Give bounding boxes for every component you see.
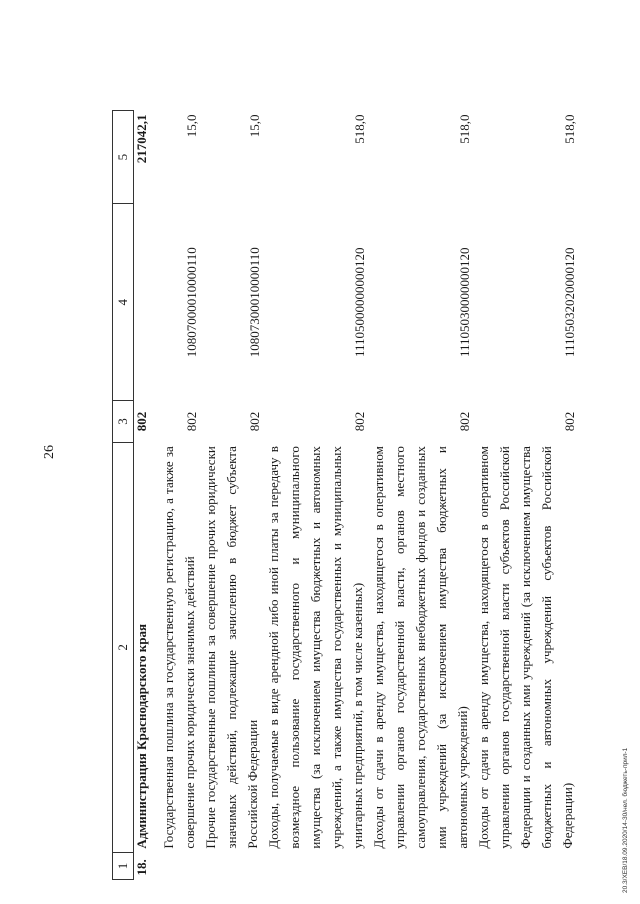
section-row [134, 111, 159, 880]
row-code: 802 [184, 411, 199, 432]
row-sum: 15,0 [184, 114, 199, 138]
row-name: Доходы от сдачи в аренду имущества, находящегося в оперативном управлении органов государственной власти субъектов Российской Федерации и созданных ими учреждений (за исключением имущества бюджетных и автономных учреждений субъектов Российской Федерации) [476, 446, 575, 849]
table-row [368, 111, 473, 880]
row-kbk: 10807000010000110 [184, 247, 199, 358]
header-cell-2: 2 [113, 442, 134, 852]
header-cell-4: 4 [113, 204, 134, 401]
row-kbk: 11105000000000120 [352, 247, 367, 358]
rotated-budget-table [112, 110, 577, 880]
section-sum: 217042,1 [134, 114, 149, 164]
section-code: 802 [134, 411, 149, 432]
row-code: 802 [562, 411, 577, 432]
row-sum: 518,0 [457, 114, 472, 144]
row-sum: 15,0 [247, 114, 262, 138]
table-row [473, 111, 578, 880]
row-code: 802 [247, 411, 262, 432]
page-number: 26 [42, 445, 57, 459]
row-code: 802 [352, 411, 367, 432]
row-kbk: 11105030000000120 [457, 247, 472, 358]
row-sum: 518,0 [562, 114, 577, 144]
row-name: Государственная пошлина за государственную регистрацию, а также за совершение прочих юридически значимых действий [161, 446, 197, 849]
section-name: Администрация Краснодарского края [134, 623, 149, 849]
table-header-row [113, 111, 134, 880]
table-row [263, 111, 368, 880]
section-kbk [134, 204, 159, 401]
row-kbk: 11105032020000120 [562, 247, 577, 358]
row-name: Прочие государственные пошлины за совершение прочих юридически значимых действий, подлежащие зачислению в бюджет субъекта Российской Федерации [203, 446, 260, 849]
table-row [158, 111, 200, 880]
header-cell-1: 1 [113, 853, 134, 880]
row-name: Доходы от сдачи в аренду имущества, находящегося в оперативном управлении органов государственной власти, органов местного самоуправления, государственных внебюджетных фондов и созданных ими учреждений (за исключением имущества бюджетных и автономных учреждений) [371, 446, 470, 849]
budget-table [112, 110, 578, 880]
header-cell-3: 3 [113, 401, 134, 442]
footer-text: 20.3/ХЕВ/18.09.2020/14-30/нел. бюджеть-прил-1 [622, 747, 629, 893]
section-number: 18. [134, 859, 149, 876]
footer [622, 600, 636, 900]
table-row [200, 111, 263, 880]
row-name: Доходы, получаемые в виде арендной либо иной платы за передачу в возмездное пользование государственного и муниципального имущества (за исключением имущества бюджетных и автономных учреждений, а также имущества государственных и муниципальных унитарных предприятий, в том числе казенных) [266, 446, 365, 849]
header-cell-5: 5 [113, 111, 134, 204]
row-kbk: 10807300010000110 [247, 247, 262, 358]
row-sum: 518,0 [352, 114, 367, 144]
row-code: 802 [457, 411, 472, 432]
